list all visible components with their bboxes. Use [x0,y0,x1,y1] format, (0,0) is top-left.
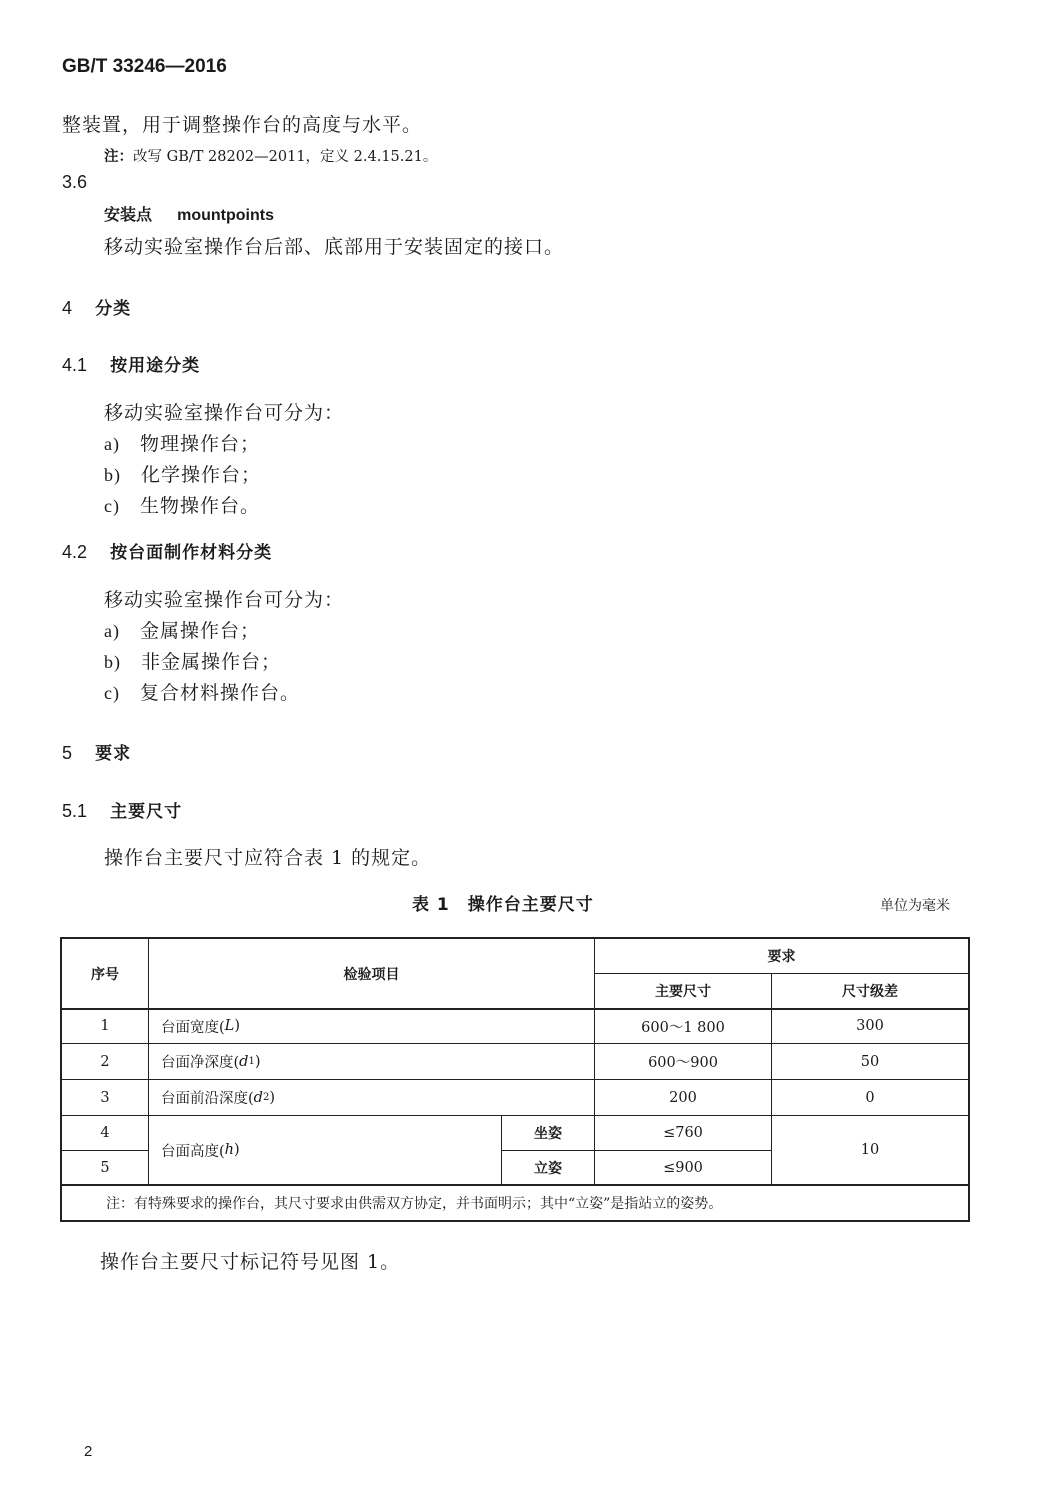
section-title: 按用途分类 [110,356,201,376]
item-subscript: 1 [248,1056,255,1067]
section-title: 要求 [95,744,132,764]
header-main-size: 主要尺寸 [655,984,711,1000]
row-item-height [149,1116,501,1184]
list-marker: b) [104,465,121,485]
list-marker: b) [104,652,121,672]
list-text: 复合材料操作台。 [139,682,300,704]
list-item [104,616,260,643]
list-item [104,491,260,518]
section-5-1-heading [62,797,182,822]
header-requirement: 要求 [767,949,796,965]
continuation-text: 整装置，用于调整操作台的高度与水平。 [62,114,423,136]
section-4-1-heading [62,351,200,376]
item-close: ) [254,1053,261,1070]
row-size: ≤900 [663,1159,703,1176]
row-seq: 4 [100,1125,110,1141]
list-item [104,678,300,705]
note-label: 注： [104,149,133,165]
table-border-bottom [60,1220,970,1222]
row-size: ≤760 [663,1125,703,1141]
section-4-1-lead: 移动实验室操作台可分为： [104,402,345,424]
item-symbol: L [224,1018,235,1034]
list-marker: a) [104,621,120,641]
header-seq: 序号 [91,966,119,983]
list-text: 金属操作台； [139,620,260,642]
list-item [104,647,281,674]
section-4-heading [62,294,131,319]
list-item [104,429,260,456]
item-close: ) [234,1142,240,1158]
section-number: 5 [62,743,73,763]
row-tolerance: 0 [865,1089,875,1106]
note-2-4-15-21 [104,145,437,166]
list-marker: c) [104,496,120,516]
section-number: 4.1 [62,355,88,375]
term-number: 3.6 [62,172,88,192]
term-heading [104,202,274,225]
list-text: 物理操作台； [139,433,260,455]
row-item [149,1044,594,1079]
section-4-2-heading [62,538,272,563]
item-text: 台面前沿深度( [161,1091,254,1107]
list-text: 生物操作台。 [139,495,260,517]
item-subscript: 2 [262,1092,270,1103]
list-item [104,460,261,487]
item-symbol: d [253,1089,263,1106]
section-4-2-lead: 移动实验室操作台可分为： [104,589,345,611]
item-text: 台面宽度( [161,1019,225,1036]
item-symbol: h [224,1142,235,1158]
list-marker: a) [104,434,120,454]
figure-reference: 操作台主要尺寸标记符号见图 1。 [100,1251,401,1273]
row-posture: 立姿 [534,1160,562,1177]
row-tolerance: 50 [860,1053,880,1070]
term-definition: 移动实验室操作台后部、底部用于安装固定的接口。 [104,236,565,258]
row-seq: 5 [100,1159,110,1176]
table-1 [60,937,970,1222]
table-title: 表 1 操作台主要尺寸 [412,895,594,915]
row-size: 600～900 [648,1055,718,1071]
row-posture: 坐姿 [534,1126,562,1142]
row-tolerance: 300 [856,1018,884,1034]
section-title: 按台面制作材料分类 [110,543,273,563]
term-chinese: 安装点 [104,205,153,224]
header-item: 检验项目 [343,966,400,983]
standard-number: GB/T 33246—2016 [62,56,227,77]
list-marker: c) [104,683,120,703]
section-5-heading [62,739,131,764]
note-text: 改写 GB/T 28202—2011，定义 2.4.15.21。 [133,149,438,165]
item-text: 台面高度( [161,1143,225,1160]
row-seq: 3 [100,1089,110,1106]
row-item [149,1009,594,1043]
table-note: 注：有特殊要求的操作台，其尺寸要求由供需双方协定，并书面明示；其中“立姿”是指站立的姿势。 [106,1196,723,1212]
row-size: 600～1 800 [641,1019,725,1036]
section-number: 4 [62,298,73,318]
row-item [149,1080,594,1115]
table-unit: 单位为毫米 [880,898,950,914]
row-seq: 2 [100,1053,110,1070]
item-close: ) [269,1089,276,1106]
row-seq: 1 [100,1018,110,1034]
item-text: 台面净深度( [161,1055,240,1071]
row-size: 200 [669,1089,697,1106]
section-number: 4.2 [62,542,88,562]
header-tolerance: 尺寸级差 [842,984,898,1000]
section-number: 5.1 [62,801,88,821]
list-text: 非金属操作台； [141,651,282,673]
term-english: mountpoints [177,207,274,224]
section-title: 主要尺寸 [110,802,183,822]
item-symbol: d [239,1053,249,1070]
page-number: 2 [84,1443,93,1460]
section-title: 分类 [95,299,132,319]
section-5-1-lead: 操作台主要尺寸应符合表 1 的规定。 [104,847,432,869]
row-tolerance: 10 [860,1142,880,1158]
item-close: ) [234,1018,240,1034]
list-text: 化学操作台； [141,464,262,486]
